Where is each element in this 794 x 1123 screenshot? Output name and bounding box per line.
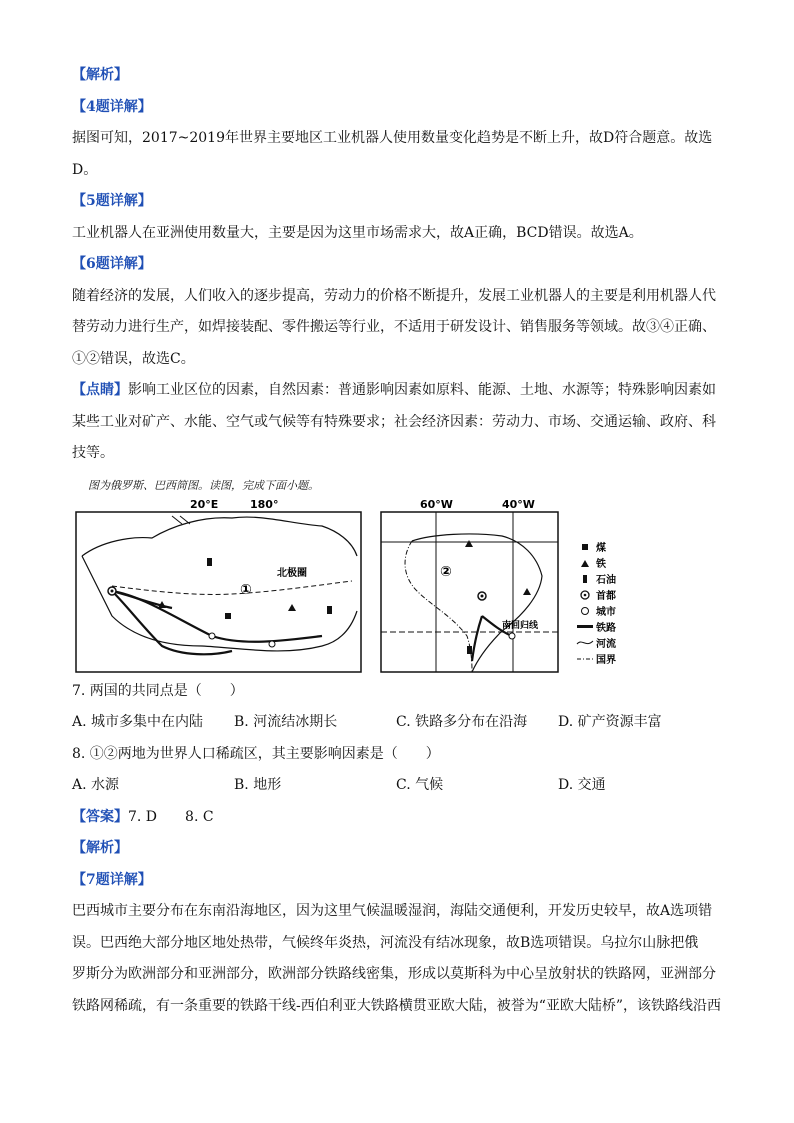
legend-iron-label: 铁 [596, 558, 606, 570]
q7-option-c: C. 铁路多分布在沿海 [396, 714, 528, 730]
legend-oil-symbol [583, 575, 587, 583]
q5-heading: 【5题详解】 [72, 193, 152, 209]
region-1-label: ① [240, 581, 252, 598]
analysis-heading-2: 【解析】 [72, 840, 128, 856]
tip-heading: 【点睛】 [72, 382, 128, 398]
answer-line [72, 802, 722, 834]
q7-option-b: B. 河流结冰期长 [234, 714, 338, 730]
q8-option-c: C. 气候 [396, 777, 444, 793]
lon-20e-label: 20°E [190, 497, 219, 511]
legend-city-label: 城市 [596, 606, 616, 618]
legend-city-symbol [582, 607, 589, 614]
legend-oil-label: 石油 [596, 574, 616, 586]
map-legend [577, 541, 616, 666]
q7-option-a: A. 城市多集中在内陆 [72, 714, 204, 730]
analysis-heading: 【解析】 [72, 67, 128, 83]
legend-coal-symbol [582, 544, 588, 550]
answer-heading: 【答案】 [72, 808, 128, 825]
q7-detail-line1: 巴西城市主要分布在东南沿海地区，因为这里气候温暖湿润，海陆交通便利，开发历史较早，故A选项错 [72, 903, 713, 919]
q5-text: 工业机器人在亚洲使用数量大，主要是因为这里市场需求大，故A正确，BCD错误。故选A。 [72, 224, 643, 241]
map-caption: 图为俄罗斯、巴西简图。读图，完成下面小题。 [88, 478, 319, 492]
brazil-map [381, 498, 558, 672]
q6-text-line1: 随着经济的发展，人们收入的逐步提高，劳动力的价格不断提升，发展工业机器人的主要是利用机器人代 [72, 287, 716, 304]
legend-railway-label: 铁路 [596, 622, 616, 634]
map-figure [72, 496, 722, 676]
q6-text-line3: ①②错误，故选C。 [72, 350, 195, 367]
tip-text-line3: 技等。 [72, 445, 114, 461]
q8-stem: 8. ①②两地为世界人口稀疏区，其主要影响因素是（ ） [72, 745, 440, 762]
q7-option-d: D. 矿产资源丰富 [558, 714, 662, 730]
q7-detail-line3: 罗斯分为欧洲部分和亚洲部分，欧洲部分铁路线密集，形成以莫斯科为中心呈放射状的铁路网，亚洲部分 [72, 966, 716, 982]
arctic-circle-label: 北极圈 [277, 567, 307, 579]
q6-heading: 【6题详解】 [72, 256, 152, 272]
coal-marker [225, 613, 231, 619]
q4-text-line1: 据图可知，2017~2019年世界主要地区工业机器人使用数量变化趋势是不断上升，故D符合题意。故选 [72, 130, 713, 146]
q4-text-line2: D。 [72, 161, 98, 178]
tip-text-line1: 影响工业区位的因素，自然因素：普通影响因素如原料、能源、土地、水源等；特殊影响因素如 [128, 382, 716, 398]
legend-river-symbol [577, 641, 593, 644]
legend-coal-label: 煤 [596, 542, 606, 554]
lon-180-label: 180° [250, 497, 279, 511]
russia-brazil-map [72, 496, 722, 676]
russia-map [76, 498, 361, 672]
tropic-label: 南回归线 [502, 620, 539, 631]
legend-iron-symbol [581, 560, 589, 567]
q8-options [72, 770, 722, 802]
legend-capital-label: 首都 [596, 590, 616, 602]
q7-detail-line2: 误。巴西绝大部分地区地处热带，气候终年炎热，河流没有结冰现象，故B选项错误。乌拉尔山脉把俄 [72, 934, 699, 951]
q7-detail-line4: 铁路网稀疏，有一条重要的铁路干线-西伯利亚大铁路横贯亚欧大陆，被誉为“亚欧大陆桥”，该铁路线沿西 [72, 997, 722, 1014]
q7-detail-heading: 【7题详解】 [72, 871, 152, 888]
lon-40w-label: 40°W [502, 497, 535, 511]
tip-line1 [72, 375, 722, 407]
q6-text-line2: 替劳动力进行生产，如焊接装配、零件搬运等行业，不适用于研发设计、销售服务等领域。故③④正确、 [72, 319, 716, 335]
q7-options [72, 707, 722, 739]
oil-marker [207, 558, 212, 566]
q8-option-b: B. 地形 [234, 777, 282, 793]
document-page [72, 60, 722, 1022]
legend-railway-symbol [577, 625, 593, 628]
legend-border-label: 国界 [596, 654, 616, 666]
q4-heading: 【4题详解】 [72, 98, 152, 115]
q8-option-d: D. 交通 [558, 777, 606, 793]
region-2-label: ② [440, 563, 452, 580]
answer-text: 7. D 8. C [128, 808, 214, 825]
lon-60w-label: 60°W [420, 497, 453, 511]
legend-river-label: 河流 [596, 638, 616, 650]
tip-text-line2: 某些工业对矿产、水能、空气或气候等有特殊要求；社会经济因素：劳动力、市场、交通运输、政府、科 [72, 413, 716, 430]
q7-stem: 7. 两国的共同点是（ ） [72, 682, 244, 699]
q8-option-a: A. 水源 [72, 777, 120, 793]
